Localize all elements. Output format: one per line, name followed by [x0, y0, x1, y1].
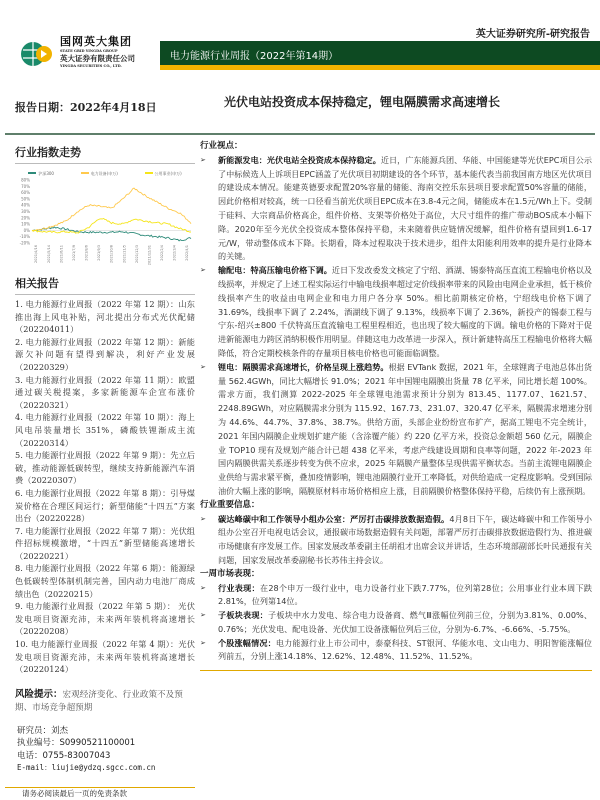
- report-title: 光伏电站投资成本保持稳定，锂电隔膜需求高速增长: [224, 95, 501, 109]
- bullet-lead: 子板块表现：: [218, 610, 268, 621]
- legend-item: [145, 171, 182, 176]
- legend-item: [81, 171, 118, 176]
- bullet-text: [218, 264, 592, 361]
- disclaimer-note: 请务必阅读最后一页的免责条款: [22, 789, 127, 798]
- logo-company-name: 英大证券有限责任公司: [60, 54, 135, 63]
- left-sidebar: [15, 146, 195, 775]
- chart-plot: [15, 177, 195, 269]
- related-report-link[interactable]: 10. 电力能源行业周报（2022 年第 4 期）：光伏发电项目资源充沛，未来两年装机将高速增长（20220124）: [15, 639, 195, 675]
- x-tick-label: 2021/12/3: [134, 245, 139, 263]
- arrow-bullet-icon: ➢: [200, 155, 206, 164]
- x-tick-label: 2021/12/31: [147, 245, 152, 266]
- bullet-body: 近日下发改委发文核定了宁绍、酒湖、锡泰特高压直流工程输电价格以及线损率，并规定了上述工程实际运行中输电线损率超过定价线损率带来的风险由电网企业承担，低于核价线损率产生的收益由电网企业和电力用户各分享 50%。相比前期核定价格，宁绍线电价格下调了 31.69%，线损率下调了 2.24%，酒湖线下调了 9.13%，线损率下调了 2.36%，新投产的锡泰工程与宁东-绍兴±800 千伏特高压直流输电工程里程相近，也出现了较大幅度的下调。输电价格的下降对于促进新能源电力跨区消纳积极作用明显。伴随这电力改革进一步深入，预计新建特高压工程输电价格将大幅降低，符合定期校核条件的存量项目核电价格也可能面临调整。: [218, 265, 592, 358]
- bullet-item: [200, 154, 592, 264]
- footer-divider: [5, 787, 195, 788]
- license-number: 执业编号：S0990521100001: [17, 738, 136, 749]
- related-reports-heading: 相关报告: [15, 277, 195, 295]
- index-trend-chart: [15, 169, 195, 269]
- legend-label: 公用事业(申万): [154, 170, 182, 176]
- accent-bar: [160, 65, 600, 70]
- x-tick-label: 2022/3/4: [172, 245, 177, 261]
- related-reports: [15, 277, 195, 676]
- series-title-bar: 电力能源行业周报（2022年第14期）: [160, 41, 600, 65]
- institute-label: 英大证券研究所-研究报告: [475, 29, 590, 40]
- arrow-bullet-icon: ➢: [200, 611, 206, 620]
- logo-company-en: YINGDA SECURITIES CO., LTD.: [60, 64, 122, 68]
- y-tick-label: 10%: [21, 221, 30, 227]
- y-tick-label: 50%: [21, 196, 30, 202]
- series-line-公用事业(申万): [32, 219, 191, 234]
- bullet-lead: 输配电：特高压输电价格下调。: [218, 265, 332, 276]
- x-tick-label: 2022/4/1: [185, 245, 190, 261]
- related-report-link[interactable]: 4. 电力能源行业周报（2022 年第 10 期）：海上风电吊装量增长 351%，磷酸铁锂渐成主流（20220314）: [15, 412, 195, 448]
- bullet-body: 电力能源行业上市公司中，泰豪科技、ST银河、华能水电、文山电力、明阳智能涨幅位列前五，分别上涨14.18%、12.62%、12.48%、11.52%、11.52%。: [218, 637, 592, 662]
- arrow-bullet-icon: ➢: [200, 362, 206, 371]
- y-tick-label: 80%: [21, 177, 30, 183]
- y-tick-label: -10%: [19, 234, 30, 240]
- series-line-沪深300: [32, 227, 191, 241]
- y-tick-label: 60%: [21, 190, 30, 196]
- legend-label: 沪深300: [38, 170, 54, 176]
- section-heading: 行业重要信息：: [200, 499, 260, 510]
- section-heading: 一周市场表现：: [200, 568, 260, 579]
- related-report-link[interactable]: 3. 电力能源行业周报（2022 年第 11 期）：欧盟通过碳关税提案，多家新能源车企宣布涨价（20220321）: [15, 374, 195, 410]
- bullet-lead: 锂电：隔膜需求高速增长，价格呈现上涨趋势。: [218, 361, 389, 372]
- x-tick-label: 2021/6/11: [59, 245, 64, 263]
- related-report-link[interactable]: 8. 电力能源行业周报（2022 年第 6 期）：能源绿色低碳转型体制机制完善，国内动力电池厂商成绩出色（20220215）: [15, 563, 195, 599]
- related-report-link[interactable]: 1. 电力能源行业周报（2022 年第 12 期）：山东推出海上风电补贴，河北提出分布式光伏配储（202204011）: [15, 299, 195, 335]
- related-report-link[interactable]: 2. 电力能源行业周报（2022 年第 12 期）：新能源欠补问题有望得到解决，利好产业发展（20220329）: [15, 336, 195, 372]
- related-report-link[interactable]: 5. 电力能源行业周报（2022 年第 9 期）：先立后破，推动能源低碳转型，继续支持新能源汽车消费（20220307）: [15, 450, 195, 486]
- bullet-body: 在28个申万一级行业中，电力设备行业下跌7.77%，位列第28位；公用事业行业本周下跌2.81%，位列第14位。: [218, 582, 592, 607]
- risk-text: 宏观经济变化、行业政策不及预期、市场竞争超预期: [15, 689, 183, 713]
- arrow-bullet-icon: ➢: [200, 638, 206, 647]
- bullet-lead: 个股涨幅情况：: [218, 637, 276, 648]
- phone: 电话：0755-83007043: [17, 750, 111, 761]
- logo-group-en: STATE GRID YINGDA GROUP: [60, 49, 118, 53]
- researcher-info: [15, 725, 195, 775]
- bullet-item: [200, 264, 592, 361]
- section-heading: 行业视点：: [200, 141, 243, 151]
- bullet-body: 子板块中水力发电、综合电力设备商、燃气Ⅲ涨幅位列前三位，分别为3.81%、0.00%、0.76%；光伏发电、配电设备、光伏加工设备涨幅位列后三位，分别为-6.7%、-6.66%、-5.75%。: [218, 610, 592, 634]
- bullet-body: 近日，广东能源兵团、华能、中国能建等光伏EPC项目公示了中标候选人上诉项目EPC涵盖了光伏项目初期建设的各个环节，基本能代表当前我国南方地区光伏项目的建设成本情况。能建英德要求配置20%容量的储能、海南交控乐东县项目要求配置50%容量的储能，因此价格相对较高，统一口径看当前光伏项目EPC成本在3.8-4元之间，储能成本在1.5元/Wh上下。受制于硅料、大宗商品价格高企，组件价格、支架等价格处于高位，大尺寸组件的推广带动BOS成本小幅下降。2020年至今光伏全投资成本整体保持平稳，未来随着供应链情况缓解，组件价格有望回到1.6-17元/W，带动整体成本下降。长期看，降本过程取决于技术进步，组件太阳能利用效率的提升是行业降本的关键。: [218, 154, 592, 262]
- bullet-lead: 行业表现：: [218, 582, 260, 593]
- bullet-text: [218, 513, 592, 568]
- bullet-body: 根据 EVTank 数据，2021 年，全球锂离子电池总体出货量 562.4GWh，同比大幅增长 91.0%；2021 年中国锂电隔膜出货量 78 亿平米，同比增长超 100%。需求方面，我们测算 2022-2025 年全球锂电池需求预计分别为 813.45、1177.07、1621.57、2248.89GWh，对应隔膜需求分别为 115.92、167.73、231.07、320.47 亿平米，隔膜需求增速分别为 44.6%、44.7%、37.8%、38.7%。供给方面，头部企业纷纷宣布扩产，据高工锂电不完全统计，2021 年国内隔膜企业规划扩建产能（含涂覆产能）约 220 亿平方米，投资总金额超 560 亿元，隔膜企业 TOP10 现有及规划产能合计已超 438 亿平米，考虑产线建设周期和良率等问题，2022 年-2023 年国内隔膜供需关系逐步转变为供不应求，2025 年隔膜产量整体呈现供需平衡状态。当前主流锂电隔膜企业供给与需求紧平衡，叠加疫情影响，锂电池隔膜行业开工率降低，对供给造成一定程度影响。受到国际油价大幅上涨的影响，隔膜原材料市场价格相应上涨，目前隔膜价格整体保持平稳，后续仍有上涨预期。: [218, 361, 592, 496]
- bullet-text: [218, 154, 592, 264]
- bullet-text: [218, 609, 592, 637]
- legend-item: [28, 171, 54, 176]
- arrow-bullet-icon: ➢: [200, 583, 206, 592]
- x-tick-label: 2021/7/9: [71, 245, 76, 261]
- x-tick-label: 2022/2/4: [160, 245, 165, 261]
- x-tick-label: 2021/5/14: [46, 245, 51, 263]
- bullet-item: [200, 637, 592, 665]
- bullet-item: [200, 361, 592, 499]
- related-report-link[interactable]: 6. 电力能源行业周报（2022 年第 8 期）：引导煤炭价格在合理区间运行；新型储能“十四五”方案出台（20220228）: [15, 487, 195, 524]
- company-logo: [20, 35, 150, 77]
- content-divider: [200, 670, 592, 671]
- risk-label: 风险提示：: [15, 688, 63, 700]
- bullet-text: [218, 637, 592, 665]
- bullet-item: [200, 513, 592, 568]
- y-tick-label: 40%: [21, 202, 30, 208]
- related-report-link[interactable]: 7. 电力能源行业周报（2022 年第 7 期）：光伏组件招标规模激增，“十四五”新型储能高速增长（20220221）: [15, 525, 195, 561]
- logo-group-name: 国网英大集团: [60, 35, 132, 48]
- arrow-bullet-icon: ➢: [200, 266, 206, 275]
- bullet-lead: 碳达峰碳中和工作领导小组办公室：严厉打击碳排放数据造假。: [218, 513, 450, 524]
- bullet-item: [200, 582, 592, 610]
- risk-warning: [15, 688, 195, 715]
- main-content: [200, 140, 592, 671]
- bullet-text: [218, 361, 592, 499]
- y-tick-label: 30%: [21, 209, 30, 214]
- report-date: 报告日期：2022年4月18日: [15, 101, 157, 114]
- email-link[interactable]: E-mail：liujie@ydzq.sgcc.com.cn: [17, 763, 156, 773]
- y-tick-label: 0%: [23, 227, 30, 233]
- index-trend-heading: 行业指数走势: [15, 146, 195, 164]
- bullet-item: [200, 609, 592, 637]
- y-tick-label: -20%: [19, 240, 30, 246]
- researcher-name: 研究员：刘杰: [17, 725, 69, 736]
- bullet-body: 4月8日下午，碳达峰碳中和工作领导小组办公室召开电视电话会议，通报碳市场数据造假有关问题，部署严厉打击碳排放数据造假行为、推进碳市场健康有序发展工作。国家发展改革委副主任胡祖才出席会议并讲话，生态环境部副部长叶民通报有关问题，国家发展改革委副秘书长苏伟主持会议。: [218, 513, 592, 565]
- chart-legend: [15, 169, 195, 177]
- series-line-电力设备(申万): [32, 188, 191, 231]
- arrow-bullet-icon: ➢: [200, 514, 206, 523]
- bullet-lead: 新能源发电：光伏电站全投资成本保持稳定。: [218, 154, 381, 165]
- related-report-link[interactable]: 9. 电力能源行业周报（2022 年第 5 期）： 光伏发电项目资源充沛，未来两年装机将高速增长（20220208）: [15, 601, 195, 637]
- legend-label: 电力设备(申万): [90, 170, 118, 176]
- x-tick-label: 2021/8/6: [84, 245, 89, 261]
- x-tick-label: 2021/10/8: [109, 245, 114, 263]
- header-divider: [5, 133, 595, 135]
- y-tick-label: 70%: [21, 183, 30, 189]
- x-tick-label: 2021/9/3: [97, 245, 102, 261]
- bullet-text: [218, 582, 592, 610]
- x-tick-label: 2021/11/5: [122, 245, 127, 263]
- globe-logo-icon: [20, 38, 54, 70]
- y-tick-label: 20%: [21, 215, 30, 221]
- x-tick-label: 2021/4/16: [34, 245, 39, 263]
